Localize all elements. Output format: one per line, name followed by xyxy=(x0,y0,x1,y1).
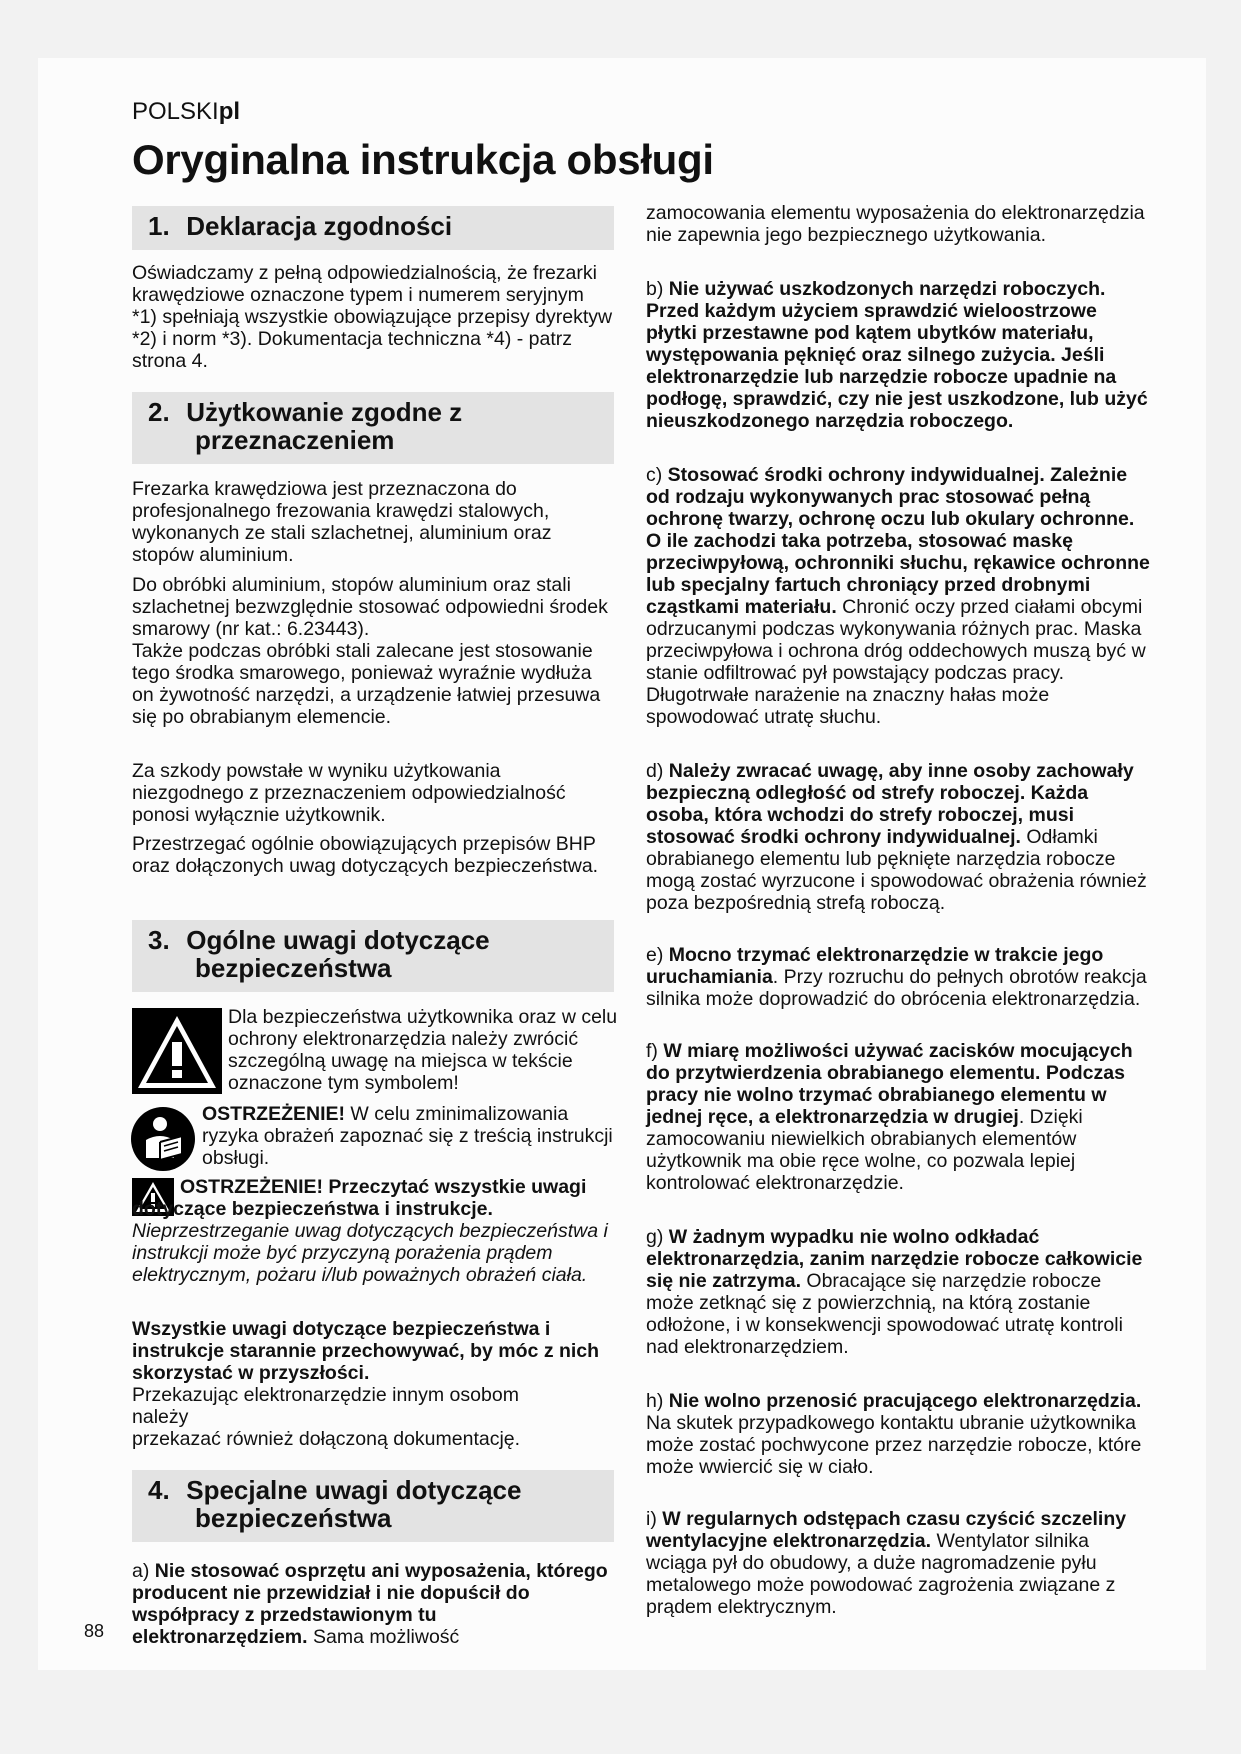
item-c: c) Stosować środki ochrony indywidualnej. Zależnie od rodzaju wykonywanych prac stosować pełną ochronę twarzy, ochronę oczu lub okulary ochronne. O ile zachodzi taka potrzeba, stosować maskę przeciwpyłową, ochronniki słuchu, rękawice ochronne lub specjalny fartuch chroniący przed drobnymi cząstkami materiału. Chronić oczy przed ciałami obcymi odrzucanymi podczas wykonywania różnych prac. Maska przeciwpyłowa i ochrona dróg oddechowych muszą być w stanie odfiltrować pył powstający podczas pracy. Długotrwałe narażenie na znaczny hałas może spowodować utratę słuchu. xyxy=(646,464,1150,728)
item-i: i) W regularnych odstępach czasu czyścić szczeliny wentylacyjne elektronarzędzia. Wentylator silnika wciąga pył do obudowy, a duże nagromadzenie pyłu metalowego może powodować zagrożenia związane z prądem elektrycznym. xyxy=(646,1508,1127,1618)
safety-symbol-note: Dla bezpieczeństwa użytkownika oraz w celu ochrony elektronarzędzia należy zwrócić szczególną uwagę na miejsca w tekście oznaczone tym symbolem! xyxy=(228,1006,618,1094)
keep-instructions: Wszystkie uwagi dotyczące bezpieczeństwa i instrukcje starannie przechowywać, by móc z nich skorzystać w przyszłości. xyxy=(132,1318,600,1384)
pass-on-note-2: przekazać również dołączoną dokumentację. xyxy=(132,1428,521,1450)
section-1-heading: 1. Deklaracja zgodności xyxy=(132,206,614,250)
section-1-text: Oświadczamy z pełną odpowiedzialnością, że frezarki krawędziowe oznaczone typem i numerem seryjnym *1) spełniają wszystkie obowiązujące przepisy dyrektyw *2) i norm *3). Dokumentacja techniczna *4) - patrz strona 4. xyxy=(132,262,613,372)
item-h: h) Nie wolno przenosić pracującego elektronarzędzia. Na skutek przypadkowego kontaktu ubranie użytkownika może zostać pochwycone przez narzędzie robocze, które może wwiercić się w ciało. xyxy=(646,1390,1142,1478)
section-2-heading: 2. Użytkowanie zgodne z przeznaczeniem xyxy=(132,392,614,464)
item-a-continued: zamocowania elementu wyposażenia do elektronarzędzia nie zapewnia jego bezpiecznego użytkowania. xyxy=(646,202,1145,246)
section-2-para-1: Frezarka krawędziowa jest przeznaczona do profesjonalnego frezowania krawędzi stalowych, wykonanych ze stali szlachetnej, aluminium oraz stopów aluminium. xyxy=(132,478,552,566)
section-2-para-2: Do obróbki aluminium, stopów aluminium oraz stali szlachetnej bezwzględnie stosować odpowiedni środek smarowy (nr kat.: 6.23443). xyxy=(132,574,608,640)
item-d: d) Należy zwracać uwagę, aby inne osoby zachowały bezpieczną odległość od strefy roboczej. Każda osoba, która wchodzi do strefy roboczej, musi stosować środki ochrony indywidualnej. Odłamki obrabianego elementu lub pęknięte narzędzia robocze mogą zostać wyrzucone i spowodować obrażenia również poza bezpośrednią strefą roboczą. xyxy=(646,760,1147,914)
item-e: e) Mocno trzymać elektronarzędzie w trakcie jego uruchamiania. Przy rozruchu do pełnych obrotów reakcja silnika może doprowadzić do obrócenia elektronarzędzia. xyxy=(646,944,1147,1010)
read-all-warnings: OSTRZEŻENIE! Przeczytać wszystkie uwagi dotyczące bezpieczeństwa i instrukcje. Nieprzestrzeganie uwag dotyczących bezpieczeństwa i instrukcji może być przyczyną porażenia prądem elektrycznym, pożaru i/lub poważnych obrażeń ciała. xyxy=(132,1176,608,1286)
item-f: f) W miarę możliwości używać zacisków mocujących do przytwierdzenia obrabianego elementu. Podczas pracy nie wolno trzymać obrabianego elementu w jednej ręce, a elektronarzędzia w drugiej. Dzięki zamocowaniu niewielkich obrabianych elementów użytkownik ma obie ręce wolne, co pozwala lepiej kontrolować elektronarzędzie. xyxy=(646,1040,1133,1194)
language-label: POLSKIpl xyxy=(132,98,241,125)
item-g: g) W żadnym wypadku nie wolno odkładać elektronarzędzia, zanim narzędzie robocze całkowicie się nie zatrzyma. Obracające się narzędzie robocze może zetknąć się z powierzchnią, na którą zostanie odłożone, i w konsekwencji spowodować utratę kontroli nad elektronarzędziem. xyxy=(646,1226,1143,1358)
item-a: a) Nie stosować osprzętu ani wyposażenia, którego producent nie przewidział i nie dopuścił do współpracy z przedstawionym tu elektronarzędziem. Sama możliwość xyxy=(132,1560,608,1648)
warning-triangle-icon xyxy=(132,1008,222,1094)
page-title: Oryginalna instrukcja obsługi xyxy=(132,136,714,183)
pass-on-note-1: Przekazując elektronarzędzie innym osobom należy xyxy=(132,1384,519,1428)
section-2-para-3: Także podczas obróbki stali zalecane jest stosowanie tego środka smarowego, ponieważ wyraźnie wydłuża on żywotność narzędzi, a urządzenie łatwiej przesuwa się po obrabianym elemencie. xyxy=(132,640,601,728)
page-number: 88 xyxy=(84,1621,105,1641)
section-2-para-4: Za szkody powstałe w wyniku użytkowania niezgodnego z przeznaczeniem odpowiedzialność ponosi wyłącznie użytkownik. xyxy=(132,760,566,826)
item-b: b) Nie używać uszkodzonych narzędzi roboczych. Przed każdym użyciem sprawdzić wieloostrzowe płytki przestawne pod kątem ubytków materiału, występowania pęknięć oraz silnego zużycia. Jeśli elektronarzędzie lub narzędzie robocze upadnie na podłogę, sprawdzić, czy nie jest uszkodzone, lub użyć nieuszkodzonego narzędzia roboczego. xyxy=(646,278,1148,432)
read-manual-icon xyxy=(130,1106,196,1172)
section-3-heading: 3. Ogólne uwagi dotyczące bezpieczeństwa xyxy=(132,920,614,992)
section-4-heading: 4. Specjalne uwagi dotyczące bezpieczeństwa xyxy=(132,1470,614,1542)
read-manual-warning: OSTRZEŻENIE! W celu zminimalizowania ryzyka obrażeń zapoznać się z treścią instrukcji obsługi. xyxy=(202,1103,613,1169)
section-2-para-5: Przestrzegać ogólnie obowiązujących przepisów BHP oraz dołączonych uwag dotyczących bezpieczeństwa. xyxy=(132,833,599,877)
